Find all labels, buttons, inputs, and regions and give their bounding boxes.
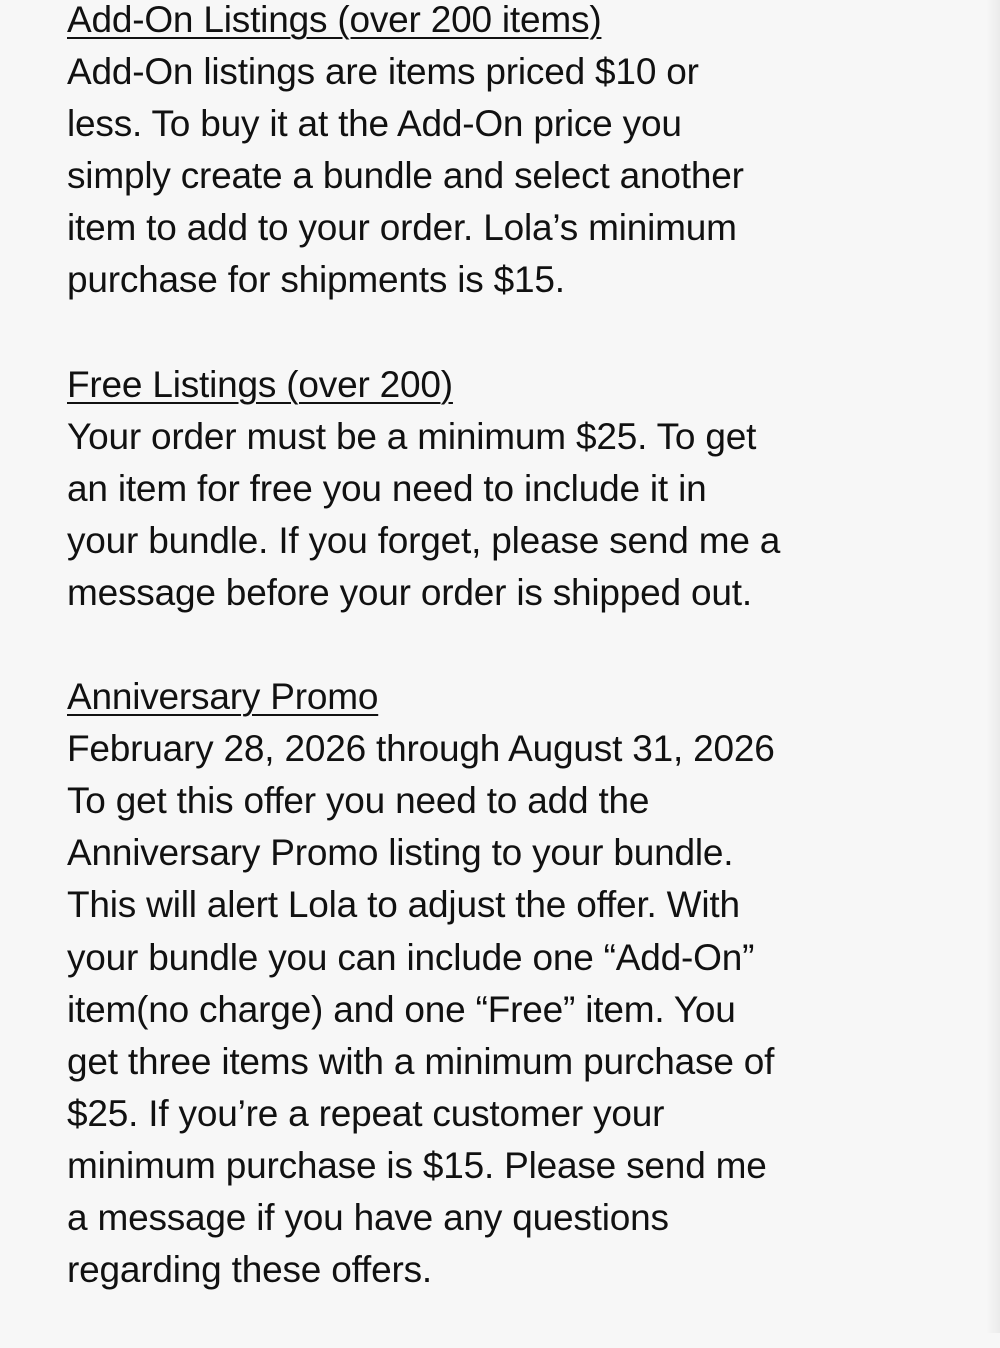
body-line: Anniversary Promo listing to your bundle. bbox=[67, 832, 734, 874]
body-line: minimum purchase is $15. Please send me bbox=[67, 1144, 767, 1186]
body-line: a message if you have any questions bbox=[67, 1196, 669, 1238]
section-heading: Add-On Listings (over 200 items) bbox=[67, 0, 602, 40]
section-heading: Free Listings (over 200) bbox=[67, 363, 453, 405]
body-line: To get this offer you need to add the bbox=[67, 780, 650, 822]
body-line: your bundle. If you forget, please send me a bbox=[67, 519, 781, 561]
body-line: item to add to your order. Lola’s minimum bbox=[67, 207, 737, 249]
body-line: less. To buy it at the Add-On price you bbox=[67, 103, 682, 145]
body-line: purchase for shipments is $15. bbox=[67, 259, 565, 301]
promo-dates: February 28, 2026 through August 31, 2026 bbox=[67, 728, 775, 770]
body-line: simply create a bundle and select another bbox=[67, 155, 744, 197]
body-line: item(no charge) and one “Free” item. You bbox=[67, 988, 736, 1030]
body-line: an item for free you need to include it in bbox=[67, 467, 707, 509]
body-line: $25. If you’re a repeat customer your bbox=[67, 1092, 665, 1134]
body-line: regarding these offers. bbox=[67, 1249, 432, 1291]
body-line: message before your order is shipped out. bbox=[67, 571, 752, 613]
body-line: This will alert Lola to adjust the offer. With bbox=[67, 884, 740, 926]
body-line: get three items with a minimum purchase of bbox=[67, 1040, 775, 1082]
section-free-listings bbox=[67, 359, 967, 619]
document-content bbox=[67, 0, 967, 1348]
body-line: your bundle you can include one “Add-On” bbox=[67, 936, 755, 978]
page-edge-shade bbox=[986, 0, 1000, 1333]
section-anniversary-promo bbox=[67, 671, 967, 1296]
body-line: Add-On listings are items priced $10 or bbox=[67, 51, 699, 93]
section-heading: Anniversary Promo bbox=[67, 676, 379, 718]
body-line: Your order must be a minimum $25. To get bbox=[67, 415, 757, 457]
section-add-on-listings bbox=[67, 0, 967, 307]
